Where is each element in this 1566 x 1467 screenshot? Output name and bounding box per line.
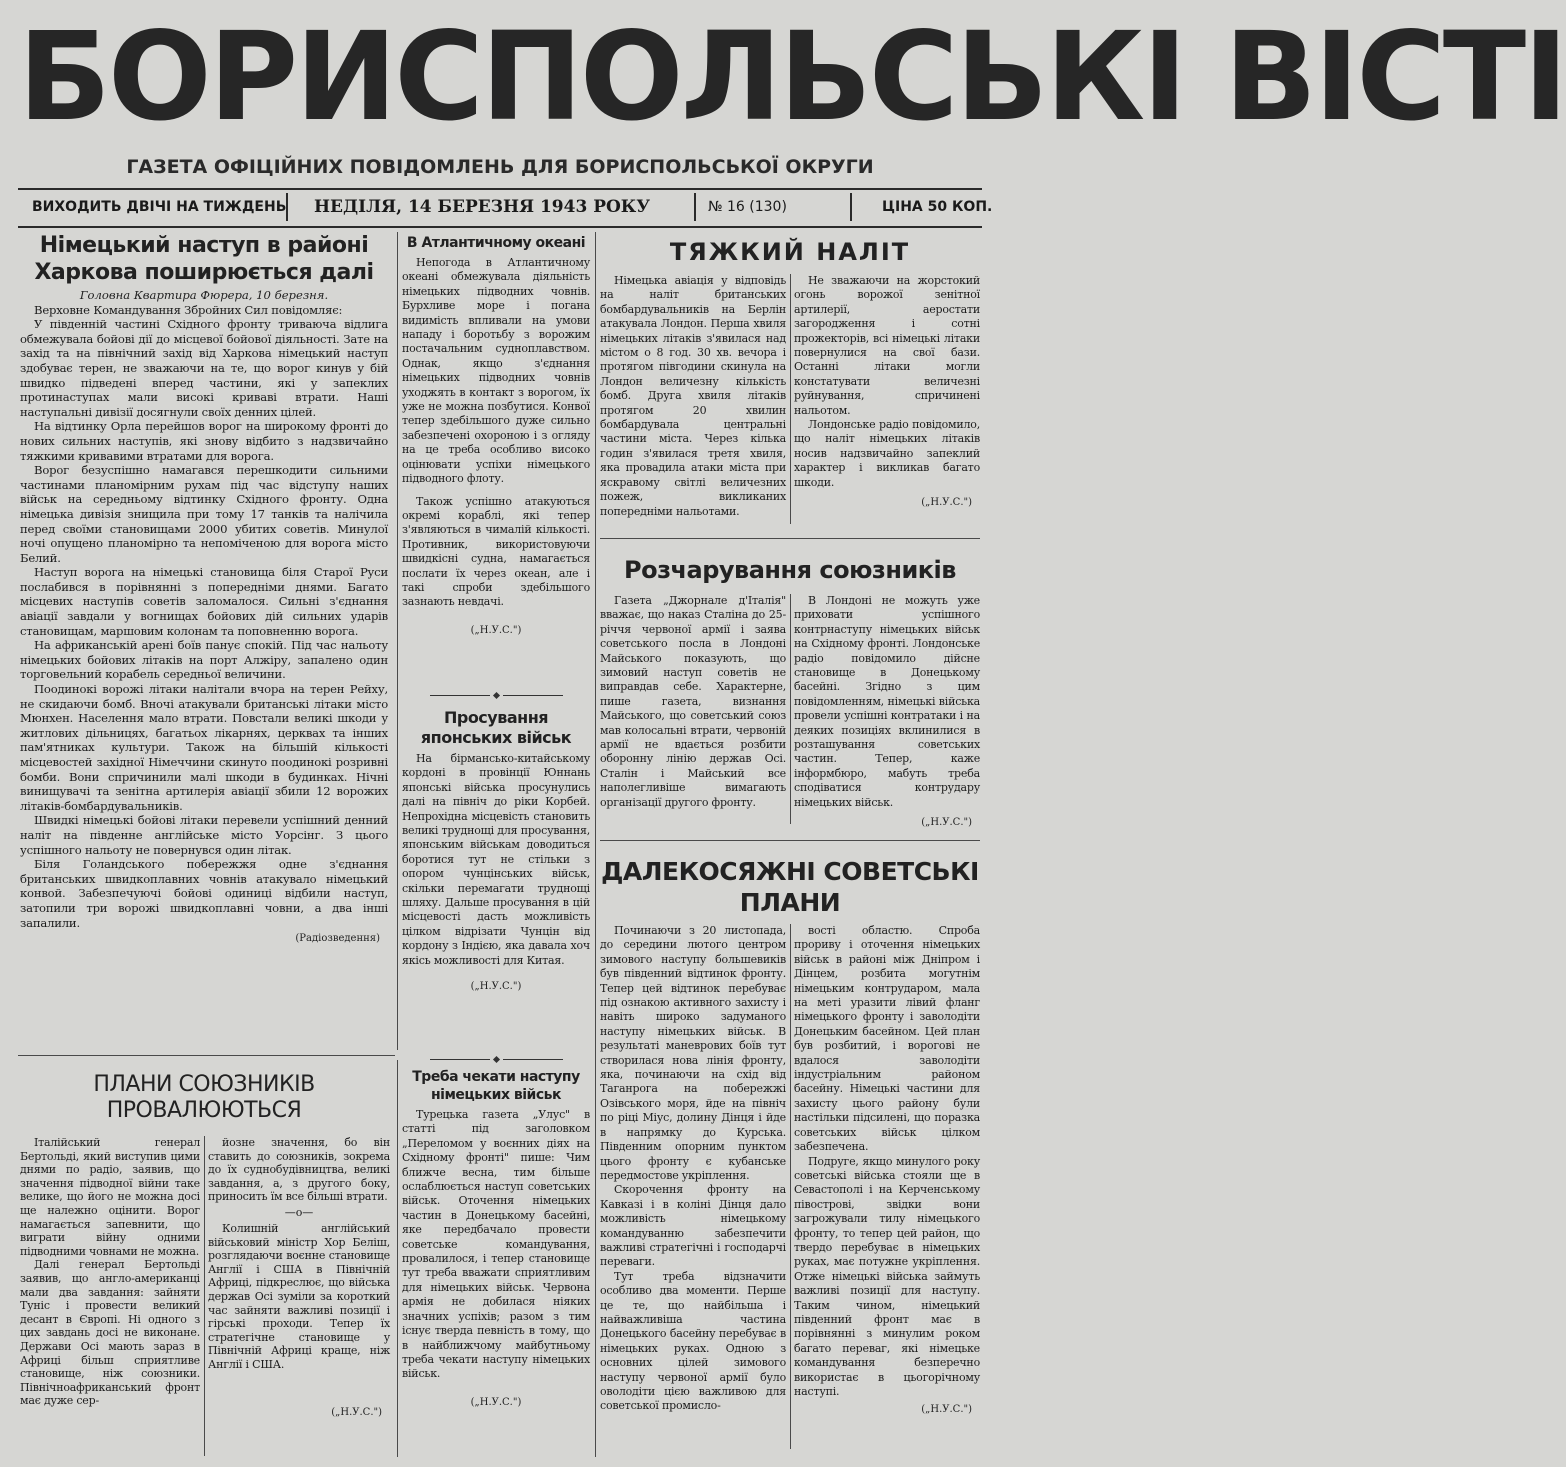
article-paragraph: Лондонське радіо повідомило, що наліт німецьких літаків носив надзвичайно запеклий характер і викликав багато шкоди. bbox=[794, 418, 980, 489]
article-headline: Треба чекати наступу німецьких військ bbox=[412, 1069, 580, 1103]
article-paragraph: Не зважаючи на жорстокий огонь ворожої зенітної артилерії, аеростати загородження і сотні прожекторів, всі німецькі літаки повернулися на свої бази. Останні літаки могли констатувати величезні руйнування, спричинені нальотом. bbox=[794, 274, 980, 417]
article-paragraph: Німецька авіація у відповідь на наліт британських бомбардувальників на Берлін атакувала Лондон. Перша хвиля німецьких літаків з'явилася над містом о 8 год. 30 хв. вечора і протягом півгодини скинула на Лондон величезну кількість бомб. Друга хвиля літаків протягом 20 хвилин бомбардувала центральні частини міста. Через кілька годин з'явилася третя хвиля, яка провадила атаки міста при яскравому світлі величезних пожеж, викликаних попередніми нальотами. bbox=[600, 274, 786, 518]
article-separator: —о— bbox=[284, 1205, 314, 1219]
publication-frequency: ВИХОДИТЬ ДВІЧІ НА ТИЖДЕНЬ bbox=[32, 199, 287, 215]
article-source: (Радіозведення) bbox=[295, 933, 380, 945]
article-headline: В Атлантичному океані bbox=[406, 235, 586, 251]
article-paragraph: Починаючи з 20 листопада, до середини лютого центром зимового наступу большевиків був південний відтинок фронту. Тепер цей відтинок перебуває під ознакою активного захисту і навіть широко задуманого наступу німецьких військ. В результаті маневрових боїв тут створилася нова лінія фронту, яка, починаючи на схід від Таганрога на побережжі Озівського моря, йде на північ по ріці Міус, долину Дінця і йде в напрямку до Курська. Південним опорним пунктом цього фронту є кубанське передмостове укріплення. bbox=[600, 924, 786, 1182]
article-paragraph: Італійський генерал Бертольді, який виступив цими днями по радіо, заявив, що значення підводної війни таке велике, що його не можна досі ще належно оцінити. Ворог намагається запевнити, що виграти війну одними підводними човнами не можна. bbox=[20, 1136, 200, 1258]
article-paragraph: В Лондоні не можуть уже приховати успішного контрнаступу німецьких військ на Східному фронті. Лондонське радіо повідомило дійсне становище в Донецькому басейні. Згідно з цим повідомленням, німецькі війська провели успішні контратаки і на деяких позиціях вклинилися в розташування советських частин. Тепер, каже інформбюро, мабуть треба сподіватися контрудару німецьких військ. bbox=[794, 594, 980, 809]
article-headline: ТЯЖКИЙ НАЛІТ bbox=[669, 238, 911, 266]
article-paragraph: На відтинку Орла перейшов ворог на широкому фронті до нових сильних наступів, які знову відбито з надзвичайно тяжкими кривавими втратами для ворога. bbox=[20, 419, 388, 463]
article-headline: Німецький наступ в районі Харкова поширюється далі bbox=[34, 233, 374, 285]
article-headline: Просування японських військ bbox=[420, 708, 572, 747]
article-source: („Н.У.С.") bbox=[470, 981, 522, 993]
ornament-divider bbox=[402, 688, 590, 702]
article-paragraph: У південній частині Східного фронту триваюча відлига обмежувала бойові дії до місцевої бойової діяльності. Зате на захід та на північний захід від Харкова німецький наступ здобуває терен, не зважаючи на те, що ворог кинув у бій швидко підведені вперед частини, які у запеклих протинаступах мали високі криваві втрати. Наші наступальні дивізії досягнули своїх денних цілей. bbox=[20, 317, 388, 419]
article-paragraph: Поодинокі ворожі літаки налітали вчора на терен Рейху, не скидаючи бомб. Вночі атакували британські літаки місто Мюнхен. Населення мало втрати. Повстали великі шкоди у житлових дільницях, багатьох лікарнях, церквах та інших пам'ятниках культури. Також на більшій кількості місцевостей західної Німеччини скинуто поодинокі розривні бомби. Вони спричинили малі шкоди в будинках. Нічні винищувачі та зенітна артилерія авіації збили 12 ворожих літаків-бомбардувальників. bbox=[20, 682, 388, 813]
article-atlantic bbox=[402, 232, 590, 682]
article-paragraph: Біля Голандського побережжя одне з'єднання британських швидкоплавних човнів атакувало німецький конвой. Забезпечуючі бойові одиниці відбили наступ, затопили три ворожі швидкоплавні човни, а два інші запалили. bbox=[20, 857, 388, 930]
article-paragraph: Далі генерал Бертольді заявив, що англо-американці мали два завдання: зайняти Туніс і провести великий десант в Європі. Ні одного з цих завдань досі не виконане. Держави Осі мають зараз в Африці більш сприятливе становище, ніж союзники. Північноафриканський фронт має дуже сер- bbox=[20, 1258, 200, 1408]
info-separator bbox=[694, 193, 696, 221]
article-paragraph: Подруге, якщо минулого року советські війська стояли ще в Севастополі і на Керченському півострові, звідки вони загрожували тилу німецького фронту, то тепер цей район, що твердо перебуває в німецьких руках, має потужне укріплення. Отже німецькі війська займуть важливі позиції для наступу. Таким чином, німецький південний фронт має в порівнянні з минулим роком багато переваг, які німецьке командування безперечно використає в цьогорічному наступі. bbox=[794, 1154, 980, 1398]
ornament-divider bbox=[402, 1052, 590, 1066]
article-source: („Н.У.С.") bbox=[470, 624, 522, 636]
issue-number: № 16 (130) bbox=[708, 199, 787, 215]
article-allied-plans-header bbox=[20, 1072, 388, 1132]
article-paragraph: йозне значення, бо він ставить до союзників, зокрема до їх суднобудівництва, великі завдання, а, з другого боку, приносить їм все більші втрати. bbox=[208, 1136, 390, 1204]
article-source: („Н.У.С.") bbox=[921, 497, 972, 509]
masthead-title: БОРИСПОЛЬСЬКІ ВІСТІ bbox=[18, 6, 1566, 148]
article-paragraph: Також успішно атакуються окремі кораблі, які тепер з'являються в чималій кількості. Противник, використовуючи швидкісні судна, намагається послати їх через океан, але і такі спроби здебільшого зазнають невдачі. bbox=[402, 494, 590, 609]
issue-price: ЦІНА 50 КОП. bbox=[882, 199, 993, 215]
column-divider bbox=[397, 232, 398, 1050]
article-paragraph: На африканській арені боїв панує спокій. Під час нальоту німецьких бойових літаків на порт Алжіру, запалено один торговельний корабель середньої величини. bbox=[20, 638, 388, 682]
article-offensive bbox=[402, 1068, 590, 1460]
article-paragraph: Газета „Джорнале д'Італія" вважає, що наказ Сталіна до 25-річчя червоної армії і заява советського посла в Лондоні Майського показують, що зимовий наступ советів не виправдав себе. Характерне, пише газета, визнання Майського, що советський союз мав колосальні втрати, червоній армії не вдається розбити оборонну лінію держав Осі. Сталін і Майський все наполегливіше вимагають організації другого фронту. bbox=[600, 594, 786, 809]
article-raid-left bbox=[600, 274, 786, 534]
info-separator bbox=[850, 193, 852, 221]
column-divider bbox=[204, 1136, 205, 1456]
article-soviet-plans-left bbox=[600, 924, 786, 1459]
article-allied-plans-right bbox=[208, 1136, 390, 1458]
issue-date: НЕДІЛЯ, 14 БЕРЕЗНЯ 1943 РОКУ bbox=[314, 197, 651, 217]
masthead-subtitle: ГАЗЕТА ОФІЦІЙНИХ ПОВІДОМЛЕНЬ ДЛЯ БОРИСПОЛЬСЬКОЇ ОКРУГИ bbox=[126, 156, 874, 178]
info-bar bbox=[18, 190, 993, 224]
column-divider bbox=[595, 232, 596, 1457]
article-raid-header bbox=[600, 232, 980, 272]
article-disappointment-header bbox=[600, 548, 980, 592]
masthead-rule-bottom bbox=[18, 226, 982, 228]
section-rule bbox=[600, 840, 980, 841]
article-allied-plans-left bbox=[20, 1136, 200, 1458]
article-paragraph: Турецька газета „Улус" в статті під заголовком „Переломом у воєнних діях на Східному фронті" пише: Чим ближче весна, тим більше ослаблюється наступ советських військ. Оточення німецьких частин в Донецькому басейні, яке передбачало провести советське командування, провалилося, і тепер становище тут треба вважати сприятливим для німецьких військ. Червона армія не добилася ніяких значних успіхів; разом з тим існує тверда певність в тому, що в найближчому майбутньому треба чекати наступу німецьких військ. bbox=[402, 1108, 590, 1381]
article-raid-right bbox=[794, 274, 980, 534]
section-rule bbox=[600, 538, 980, 539]
column-divider bbox=[790, 274, 791, 524]
article-source: („Н.У.С.") bbox=[921, 1404, 972, 1416]
article-paragraph: Непогода в Атлантичному океані обмежувала діяльність німецьких підводних човнів. Бурхливе море і погана видимість впливали на умови нападу і боротьбу з ворожим постачальним судноплавством. Однак, якщо з'єднання німецьких підводних човнів уходжять в контакт з ворогом, їх уже не можна позбутися. Конвої тепер здебільшого дуже сильно забезпечені охороною і з огляду на це треба особливо високо оцінювати успіхи німецького підводного флоту. bbox=[402, 256, 590, 486]
article-headline: ПЛАНИ СОЮЗНИКІВ ПРОВАЛЮЮТЬСЯ bbox=[93, 1072, 315, 1123]
article-source: („Н.У.С.") bbox=[470, 1396, 522, 1408]
article-paragraph: Ворог безуспішно намагався перешкодити сильними частинами планомірним рухам під час відступу наших військ на середньому відтинку Східного фронту. Одна німецька дивізія знищила при тому 17 танків та налічила перед своїми становищами 2000 убитих советів. Минулої ночі опущено планомірно та непоміченою для ворога місто Белий. bbox=[20, 463, 388, 565]
article-paragraph: Верховне Командування Збройних Сил повідомляє: bbox=[34, 302, 343, 317]
info-separator bbox=[286, 193, 288, 221]
article-headline: Розчарування союзників bbox=[624, 556, 956, 584]
article-soviet-plans-right bbox=[794, 924, 980, 1459]
article-paragraph: На бірмансько-китайському кордоні в провінції Юннань японські війська просунулись далі на північ до ріки Корбей. Непрохідна місцевість становить великі труднощі для просування, японським військам доводиться боротися тут не стільки з опором чунцінських військ, скільки перемагати труднощі шляху. Дальше просування в цій місцевості дасть можливість цілком відрізати Чунцін від кордону з Індією, яка давала хоч якісь можливості для Китая. bbox=[402, 752, 590, 967]
article-kharkiv bbox=[20, 232, 388, 1054]
article-paragraph: вості областю. Спроба прориву і оточення німецьких військ в районі між Дніпром і Дінцем, розбита могутнім німецьким контрударом, мала на меті уразити лівий фланг німецького фронту і заволодіти Донецьким басейном. Цей план був розбитий, і ворогові не вдалося заволодіти індустріальним районом басейну. Німецькі частини для захисту цього району були настільки підсилені, що поразка советських військ цілком забезпечена. bbox=[794, 924, 980, 1154]
article-source: („Н.У.С.") bbox=[921, 817, 972, 829]
article-dateline: Головна Квартира Фюрера, 10 березня. bbox=[79, 288, 329, 302]
article-disappointment-right bbox=[794, 594, 980, 834]
column-divider bbox=[790, 594, 791, 824]
article-source: („Н.У.С.") bbox=[331, 1406, 382, 1418]
article-japan bbox=[402, 708, 590, 1046]
article-paragraph: Скорочення фронту на Кавказі і в коліні Дінця дало можливість німецькому командуванню забезпечити важливі стратегічні і господарчі переваги. bbox=[600, 1183, 786, 1269]
column-divider bbox=[397, 1060, 398, 1457]
article-headline: ДАЛЕКОСЯЖНІ СОВЕТСЬКІ ПЛАНИ bbox=[601, 857, 979, 917]
section-rule bbox=[18, 1055, 395, 1056]
article-paragraph: Колишній англійський військовий міністр Хор Беліш, розглядаючи воєнне становище Англії і США в Північній Африці, підкреслює, що війська держав Осі зуміли за короткий час зайняти важливі позиції і гірські проходи. Тепер їх стратегічне становище у Північній Африці краще, ніж Англії і США. bbox=[208, 1221, 390, 1371]
column-divider bbox=[790, 924, 791, 1449]
article-disappointment-left bbox=[600, 594, 786, 834]
article-paragraph: Тут треба відзначити особливо два моменти. Перше це те, що найбільша і найважливіша частина Донецького басейну перебуває в німецьких руках. Одною з основних цілей зимового наступу червоної армії було оволодіти цією важливою для советської промисло- bbox=[600, 1269, 786, 1413]
article-soviet-plans-header bbox=[600, 856, 980, 922]
article-paragraph: Наступ ворога на німецькі становища біля Старої Руси послабився в порівнянні з попередніми днями. Багато місцевих наступів советів заломалося. Сильні з'єднання авіації завдали у вогнищах бойових дій сильних ударів становищам, маршовим колонам та поповненню ворога. bbox=[20, 565, 388, 638]
article-paragraph: Швидкі німецькі бойові літаки перевели успішний денний наліт на південне англійське місто Уорсінг. З цього успішного нальоту не повернувся один літак. bbox=[20, 813, 388, 857]
